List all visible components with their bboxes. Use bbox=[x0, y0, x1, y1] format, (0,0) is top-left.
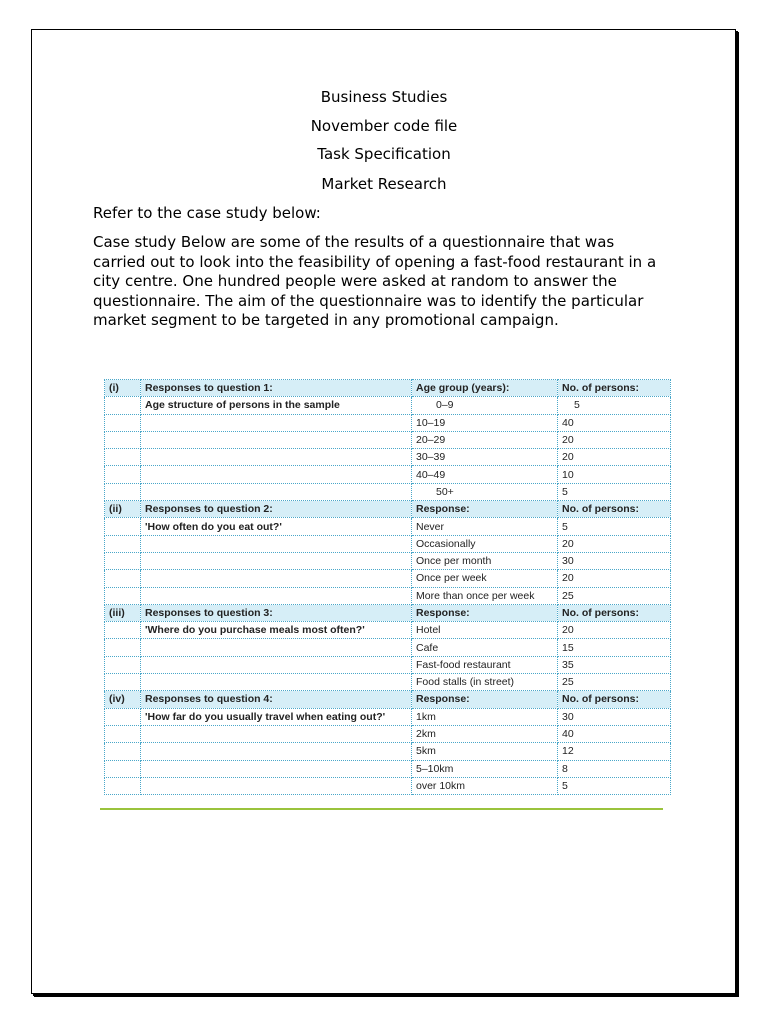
empty-cell bbox=[141, 674, 412, 691]
empty-cell bbox=[105, 674, 141, 691]
section-title: Responses to question 4: bbox=[141, 691, 412, 708]
empty-cell bbox=[105, 449, 141, 466]
empty-cell bbox=[105, 760, 141, 777]
section-number: (iii) bbox=[105, 604, 141, 621]
response-label: Fast-food restaurant bbox=[412, 656, 558, 673]
table-row bbox=[105, 518, 671, 535]
empty-cell bbox=[105, 431, 141, 448]
results-table bbox=[104, 379, 671, 795]
empty-cell bbox=[105, 639, 141, 656]
response-label: 0–9 bbox=[412, 397, 558, 414]
person-count: 5 bbox=[558, 483, 671, 500]
response-label: 2km bbox=[412, 725, 558, 742]
empty-cell bbox=[141, 431, 412, 448]
person-count: 20 bbox=[558, 431, 671, 448]
section-number: (i) bbox=[105, 380, 141, 397]
table-row bbox=[105, 743, 671, 760]
section-number: (iv) bbox=[105, 691, 141, 708]
empty-cell bbox=[141, 552, 412, 569]
table-row bbox=[105, 760, 671, 777]
person-count: 30 bbox=[558, 552, 671, 569]
count-header: No. of persons: bbox=[558, 691, 671, 708]
section-number: (ii) bbox=[105, 501, 141, 518]
empty-cell bbox=[141, 535, 412, 552]
response-label: Occasionally bbox=[412, 535, 558, 552]
divider-rule bbox=[100, 808, 663, 810]
column-header: Response: bbox=[412, 691, 558, 708]
empty-cell bbox=[141, 587, 412, 604]
person-count: 20 bbox=[558, 570, 671, 587]
empty-cell bbox=[105, 570, 141, 587]
empty-cell bbox=[105, 725, 141, 742]
table-row bbox=[105, 622, 671, 639]
intro-text: Refer to the case study below: bbox=[93, 204, 321, 222]
empty-cell bbox=[105, 397, 141, 414]
task-heading: Task Specification bbox=[317, 145, 451, 163]
response-label: Never bbox=[412, 518, 558, 535]
empty-cell bbox=[105, 483, 141, 500]
response-label: Cafe bbox=[412, 639, 558, 656]
response-label: 40–49 bbox=[412, 466, 558, 483]
file-heading: November code file bbox=[310, 117, 458, 135]
empty-cell bbox=[141, 760, 412, 777]
section-header-row bbox=[105, 604, 671, 621]
person-count: 25 bbox=[558, 587, 671, 604]
person-count: 30 bbox=[558, 708, 671, 725]
table-row bbox=[105, 431, 671, 448]
table-row bbox=[105, 397, 671, 414]
empty-cell bbox=[141, 483, 412, 500]
person-count: 12 bbox=[558, 743, 671, 760]
response-label: Hotel bbox=[412, 622, 558, 639]
question-text: 'Where do you purchase meals most often?' bbox=[141, 622, 412, 639]
question-text: 'How often do you eat out?' bbox=[141, 518, 412, 535]
person-count: 40 bbox=[558, 414, 671, 431]
empty-cell bbox=[141, 414, 412, 431]
section-title: Responses to question 2: bbox=[141, 501, 412, 518]
section-header-row bbox=[105, 380, 671, 397]
empty-cell bbox=[105, 708, 141, 725]
table-row bbox=[105, 535, 671, 552]
empty-cell bbox=[141, 777, 412, 794]
table-row bbox=[105, 587, 671, 604]
question-text: 'How far do you usually travel when eating out?' bbox=[141, 708, 412, 725]
table-row bbox=[105, 466, 671, 483]
table-row bbox=[105, 552, 671, 569]
person-count: 40 bbox=[558, 725, 671, 742]
empty-cell bbox=[141, 570, 412, 587]
empty-cell bbox=[141, 449, 412, 466]
response-label: 1km bbox=[412, 708, 558, 725]
person-count: 15 bbox=[558, 639, 671, 656]
table-row bbox=[105, 674, 671, 691]
subject-heading: Business Studies bbox=[320, 88, 448, 106]
empty-cell bbox=[105, 535, 141, 552]
empty-cell bbox=[141, 466, 412, 483]
empty-cell bbox=[105, 743, 141, 760]
response-label: More than once per week bbox=[412, 587, 558, 604]
column-header: Response: bbox=[412, 604, 558, 621]
empty-cell bbox=[141, 656, 412, 673]
section-header-row bbox=[105, 691, 671, 708]
table-row bbox=[105, 483, 671, 500]
table-row bbox=[105, 570, 671, 587]
table-row bbox=[105, 449, 671, 466]
response-label: 20–29 bbox=[412, 431, 558, 448]
empty-cell bbox=[105, 414, 141, 431]
section-header-row bbox=[105, 501, 671, 518]
empty-cell bbox=[105, 552, 141, 569]
response-label: 30–39 bbox=[412, 449, 558, 466]
table-row bbox=[105, 656, 671, 673]
person-count: 20 bbox=[558, 622, 671, 639]
case-study-text: Case study Below are some of the results of a questionnaire that was carried out to look into the feasibility of opening a fast-food restaurant in a city centre. One hundred people were asked at random to answer the questionnaire. The aim of the questionnaire was to identify the particular market segment to be targeted in any promotional campaign. bbox=[93, 233, 657, 330]
table-row bbox=[105, 708, 671, 725]
person-count: 5 bbox=[558, 518, 671, 535]
empty-cell bbox=[105, 587, 141, 604]
empty-cell bbox=[105, 518, 141, 535]
section-title: Responses to question 3: bbox=[141, 604, 412, 621]
person-count: 5 bbox=[558, 397, 671, 414]
person-count: 5 bbox=[558, 777, 671, 794]
empty-cell bbox=[105, 466, 141, 483]
response-label: over 10km bbox=[412, 777, 558, 794]
response-label: 10–19 bbox=[412, 414, 558, 431]
empty-cell bbox=[105, 777, 141, 794]
response-label: Food stalls (in street) bbox=[412, 674, 558, 691]
section-title: Responses to question 1: bbox=[141, 380, 412, 397]
table-row bbox=[105, 777, 671, 794]
person-count: 20 bbox=[558, 535, 671, 552]
response-label: 50+ bbox=[412, 483, 558, 500]
table-row bbox=[105, 639, 671, 656]
person-count: 35 bbox=[558, 656, 671, 673]
empty-cell bbox=[141, 743, 412, 760]
question-text: Age structure of persons in the sample bbox=[141, 397, 412, 414]
table-row bbox=[105, 414, 671, 431]
topic-heading: Market Research bbox=[321, 175, 447, 193]
count-header: No. of persons: bbox=[558, 501, 671, 518]
person-count: 10 bbox=[558, 466, 671, 483]
person-count: 8 bbox=[558, 760, 671, 777]
person-count: 20 bbox=[558, 449, 671, 466]
empty-cell bbox=[141, 639, 412, 656]
response-label: 5–10km bbox=[412, 760, 558, 777]
table-row bbox=[105, 725, 671, 742]
count-header: No. of persons: bbox=[558, 380, 671, 397]
empty-cell bbox=[105, 656, 141, 673]
column-header: Age group (years): bbox=[412, 380, 558, 397]
response-label: 5km bbox=[412, 743, 558, 760]
empty-cell bbox=[141, 725, 412, 742]
response-label: Once per week bbox=[412, 570, 558, 587]
person-count: 25 bbox=[558, 674, 671, 691]
results-table-body bbox=[105, 380, 671, 795]
empty-cell bbox=[105, 622, 141, 639]
results-table-wrap bbox=[104, 379, 670, 795]
count-header: No. of persons: bbox=[558, 604, 671, 621]
column-header: Response: bbox=[412, 501, 558, 518]
response-label: Once per month bbox=[412, 552, 558, 569]
